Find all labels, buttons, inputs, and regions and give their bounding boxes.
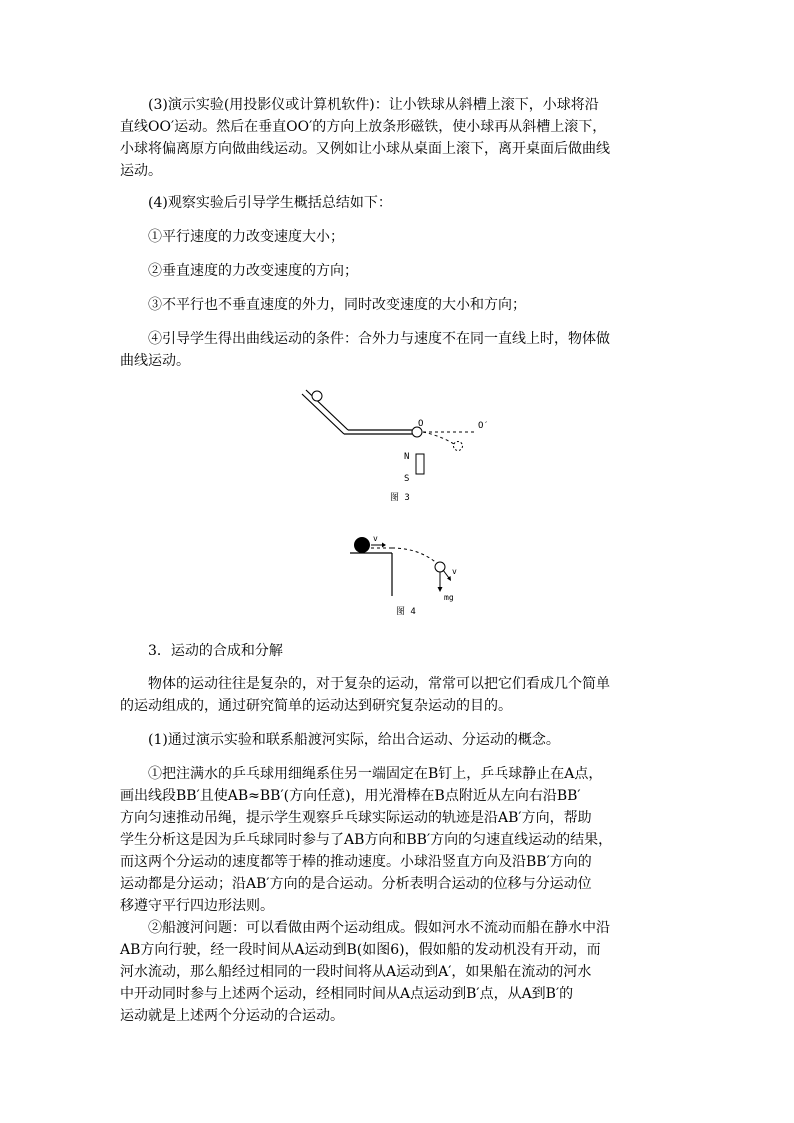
section-title: 3．运动的合成和分解 [148,643,283,659]
deflected-ball-icon [454,442,463,451]
label-o: O [418,419,424,429]
paragraph-river-crossing [120,917,676,1027]
text-line: 运动都是分运动；沿AB′方向的是合运动。分析表明合运动的位移与分运动位 [120,876,592,892]
label-o-prime: O′ [478,421,489,431]
paragraph-point-1 [120,226,676,248]
paragraph-complex-motion [120,673,676,717]
figure-4-caption: 图 4 [396,607,416,617]
label-s: S [404,474,410,484]
text-line: 曲线运动。 [120,353,190,369]
text-line: (3)演示实验(用投影仪或计算机软件)：让小铁球从斜槽上滚下，小球将沿 [148,97,599,113]
figure-3-diagram [296,384,516,508]
text-line: 运动。 [120,163,162,179]
text-line: ②垂直速度的力改变速度的方向； [148,263,358,279]
ball-on-table-icon [354,537,370,553]
curved-path-dashed [423,432,454,444]
text-line: 学生分析这是因为乒乓球同时参与了AB方向和BB′方向的匀速直线运动的结果， [120,832,613,848]
text-line: ③不平行也不垂直速度的外力，同时改变速度的大小和方向； [148,297,526,313]
label-n: N [404,452,410,462]
label-mg: mg [444,593,454,602]
figure-3-caption: 图 3 [390,493,410,503]
velocity-arrow-end [443,570,449,578]
text-line: 直线OO′运动。然后在垂直OO′的方向上放条形磁铁，使小球再从斜槽上滚下， [120,119,607,135]
text-line: 中开动同时参与上述两个运动，经相同时间从A点运动到B′点，从A到B′的 [120,986,574,1002]
text-line: (1)通过演示实验和联系船渡河实际，给出合运动、分运动的概念。 [148,732,560,748]
text-line: 方向匀速推动吊绳，提示学生观察乒乓球实际运动的轨迹是沿AB′方向，帮助 [120,810,592,826]
paragraph-demo-experiment [120,94,676,182]
label-v-start: v [373,534,378,543]
text-line: ①把注满水的乒乓球用细绳系住另一端固定在B钉上，乒乓球静止在A点， [148,766,603,782]
text-line: 小球将偏离原方向做曲线运动。又例如让小球从桌面上滚下，离开桌面后做曲线 [120,141,610,157]
paragraph-point-4 [120,328,676,372]
figure-4-diagram [346,532,476,620]
text-line: (4)观察实验后引导学生概括总结如下： [148,195,392,211]
text-line: AB方向行驶，经一段时间从A运动到B(如图6)，假如船的发动机没有开动，而 [120,942,601,958]
text-line: ②船渡河问题：可以看做由两个运动组成。假如河水不流动而船在静水中沿 [148,920,610,936]
text-line: 移遵守平行四边形法则。 [120,898,274,914]
bar-magnet-icon [416,454,424,474]
label-v-end: v [452,567,457,576]
paragraph-concepts [120,729,676,751]
velocity-arrowhead-start-icon [382,543,386,548]
text-line: 而这两个分运动的速度都等于棒的推动速度。小球沿竖直方向及沿BB′方向的 [120,854,592,870]
paragraph-summary-intro [120,192,676,214]
paragraph-point-3 [120,294,676,316]
text-line: 河水流动，那么船经过相同的一段时间将从A运动到A′，如果船在流动的河水 [120,964,592,980]
text-line: 的运动组成的，通过研究简单的运动达到研究复杂运动的目的。 [120,698,512,714]
text-line: 物体的运动往往是复杂的，对于复杂的运动，常常可以把它们看成几个简单 [148,676,610,692]
text-line: ①平行速度的力改变速度大小； [148,229,344,245]
ball-on-incline-icon [312,391,322,401]
paragraph-point-2 [120,260,676,282]
text-line: ④引导学生得出曲线运动的条件：合外力与速度不在同一直线上时，物体做 [148,331,610,347]
parabolic-path-dashed [392,548,439,565]
text-line: 画出线段BB′且使AB≈BB′(方向任意)，用光滑棒在B点附近从左向右沿BB′ [120,788,581,804]
incline-lower-line [302,394,344,434]
paragraph-pingpong-experiment [120,763,676,917]
text-line: 运动就是上述两个分运动的合运动。 [120,1008,344,1024]
section-3-heading [120,640,676,662]
gravity-arrowhead-icon [438,587,443,592]
